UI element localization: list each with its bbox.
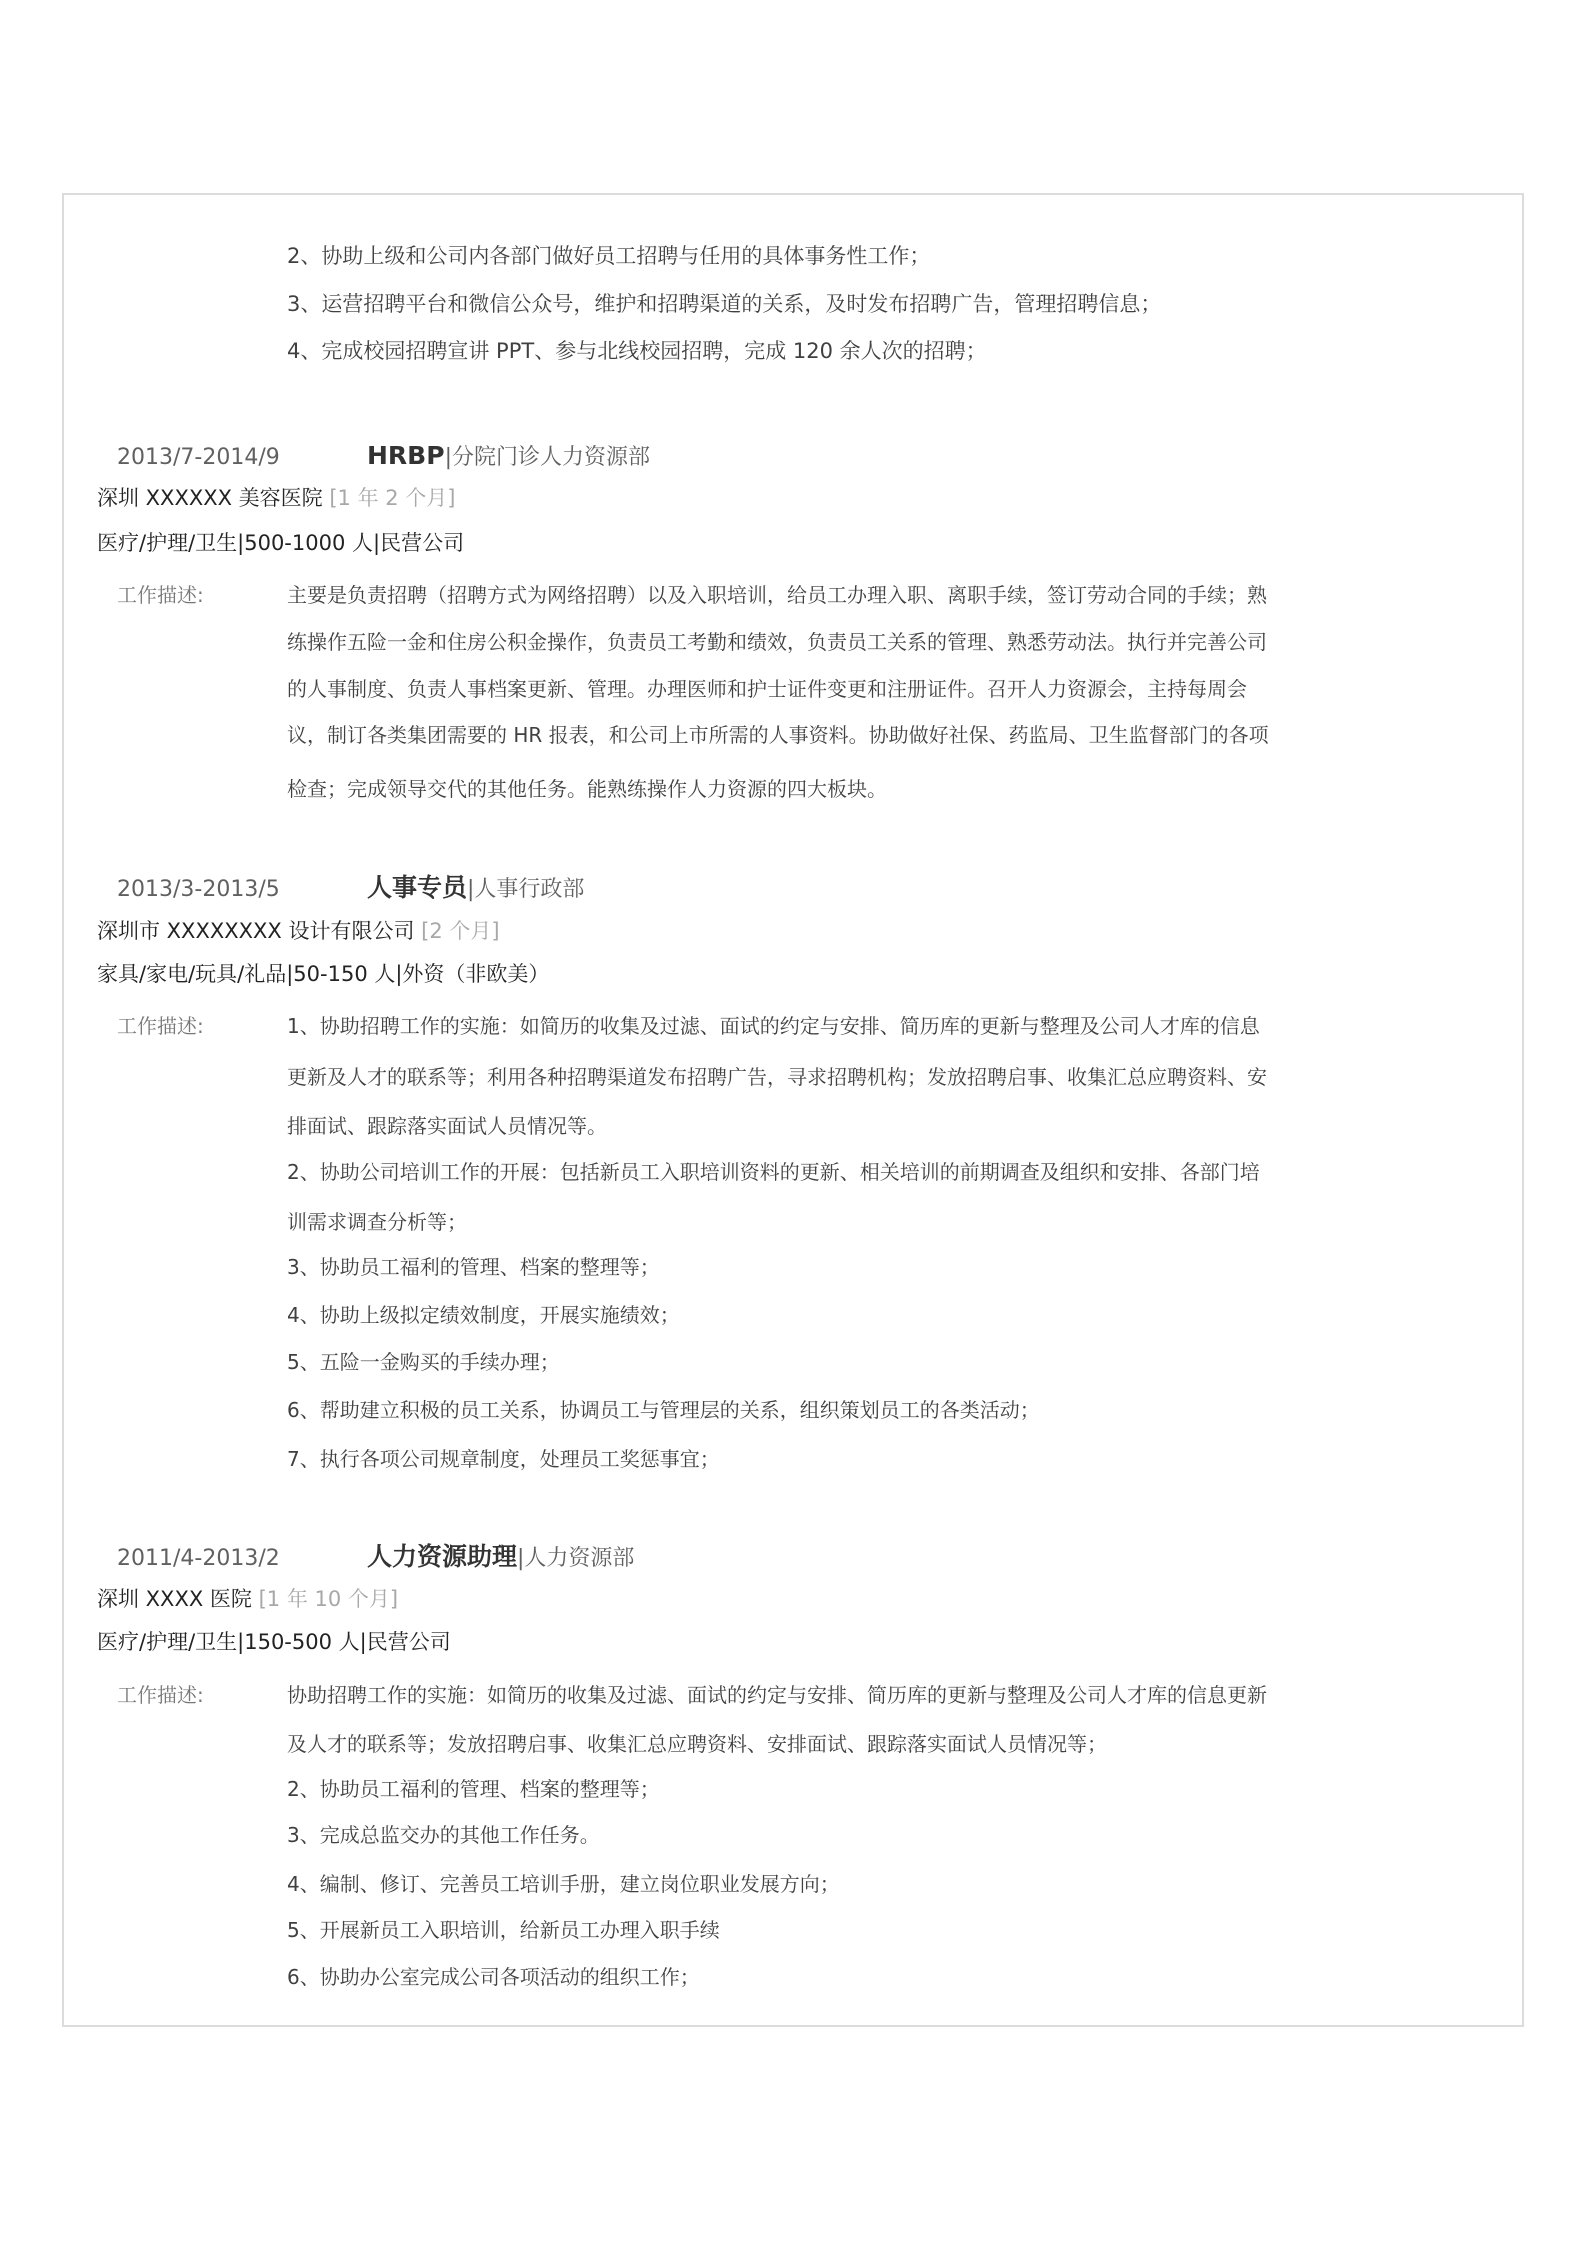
job-title: 人事专员 bbox=[367, 873, 468, 902]
job-title: 人力资源助理 bbox=[367, 1542, 518, 1571]
job-duration: [1 年 2 个月] bbox=[329, 486, 456, 510]
job-duration: [2 个月] bbox=[421, 919, 500, 943]
company-industry: 医疗/护理/卫生|500-1000 人|民营公司 bbox=[97, 531, 465, 555]
description-line: 主要是负责招聘（招聘方式为网络招聘）以及入职培训，给员工办理入职、离职手续，签订劳动合同的手续；熟 bbox=[287, 583, 1267, 607]
company-industry: 家具/家电/玩具/礼品|50-150 人|外资（非欧美） bbox=[97, 962, 550, 986]
description-line: 6、帮助建立积极的员工关系，协调员工与管理层的关系，组织策划员工的各类活动； bbox=[287, 1398, 1040, 1422]
job-title-line bbox=[367, 874, 584, 904]
description-line: 练操作五险一金和住房公积金操作，负责员工考勤和绩效，负责员工关系的管理、熟悉劳动法。执行并完善公司 bbox=[287, 630, 1267, 654]
description-label: 工作描述: bbox=[117, 1014, 204, 1038]
job-title-line bbox=[367, 442, 650, 472]
description-line: 2、协助员工福利的管理、档案的整理等； bbox=[287, 1777, 660, 1801]
job-department: |人力资源部 bbox=[517, 1546, 635, 1571]
intro-item: 4、完成校园招聘宣讲 PPT、参与北线校园招聘，完成 120 余人次的招聘； bbox=[287, 339, 987, 363]
description-line: 协助招聘工作的实施：如简历的收集及过滤、面试的约定与安排、简历库的更新与整理及公司人才库的信息更新 bbox=[287, 1683, 1267, 1707]
job-period: 2013/7-2014/9 bbox=[117, 445, 280, 470]
description-line: 排面试、跟踪落实面试人员情况等。 bbox=[287, 1114, 607, 1138]
company-name: 深圳市 XXXXXXXX 设计有限公司 bbox=[97, 919, 415, 943]
description-line: 1、协助招聘工作的实施：如简历的收集及过滤、面试的约定与安排、简历库的更新与整理及公司人才库的信息 bbox=[287, 1014, 1260, 1038]
company-line bbox=[97, 484, 456, 512]
description-line: 3、协助员工福利的管理、档案的整理等； bbox=[287, 1255, 660, 1279]
description-line: 7、执行各项公司规章制度，处理员工奖惩事宜； bbox=[287, 1447, 720, 1471]
intro-item: 3、运营招聘平台和微信公众号，维护和招聘渠道的关系，及时发布招聘广告，管理招聘信息； bbox=[287, 292, 1162, 316]
description-line: 更新及人才的联系等；利用各种招聘渠道发布招聘广告，寻求招聘机构；发放招聘启事、收集汇总应聘资料、安 bbox=[287, 1065, 1267, 1089]
job-period: 2011/4-2013/2 bbox=[117, 1546, 280, 1571]
description-line: 4、编制、修订、完善员工培训手册，建立岗位职业发展方向； bbox=[287, 1872, 840, 1896]
description-line: 4、协助上级拟定绩效制度，开展实施绩效； bbox=[287, 1303, 680, 1327]
description-line: 及人才的联系等；发放招聘启事、收集汇总应聘资料、安排面试、跟踪落实面试人员情况等； bbox=[287, 1732, 1107, 1756]
description-line: 2、协助公司培训工作的开展：包括新员工入职培训资料的更新、相关培训的前期调查及组织和安排、各部门培 bbox=[287, 1160, 1260, 1184]
company-industry: 医疗/护理/卫生|150-500 人|民营公司 bbox=[97, 1630, 451, 1654]
job-department: |人事行政部 bbox=[467, 877, 585, 902]
description-line: 3、完成总监交办的其他工作任务。 bbox=[287, 1823, 600, 1847]
company-name: 深圳 XXXXXX 美容医院 bbox=[97, 486, 323, 510]
description-line: 5、五险一金购买的手续办理； bbox=[287, 1350, 560, 1374]
company-line bbox=[97, 917, 500, 945]
resume-work-experience-panel bbox=[62, 193, 1524, 2027]
job-period: 2013/3-2013/5 bbox=[117, 877, 280, 902]
company-name: 深圳 XXXX 医院 bbox=[97, 1587, 252, 1611]
job-title: HRBP bbox=[367, 441, 445, 470]
job-duration: [1 年 10 个月] bbox=[258, 1587, 399, 1611]
description-label: 工作描述: bbox=[117, 1683, 204, 1707]
description-line: 训需求调查分析等； bbox=[287, 1210, 467, 1234]
company-line bbox=[97, 1585, 398, 1613]
description-line: 5、开展新员工入职培训，给新员工办理入职手续 bbox=[287, 1918, 720, 1942]
description-line: 检查；完成领导交代的其他任务。能熟练操作人力资源的四大板块。 bbox=[287, 777, 887, 801]
description-line: 6、协助办公室完成公司各项活动的组织工作； bbox=[287, 1965, 700, 1989]
job-title-line bbox=[367, 1543, 634, 1573]
description-label: 工作描述: bbox=[117, 583, 204, 607]
description-line: 的人事制度、负责人事档案更新、管理。办理医师和护士证件变更和注册证件。召开人力资源会，主持每周会 bbox=[287, 677, 1247, 701]
intro-item: 2、协助上级和公司内各部门做好员工招聘与任用的具体事务性工作； bbox=[287, 244, 931, 268]
description-line: 议，制订各类集团需要的 HR 报表，和公司上市所需的人事资料。协助做好社保、药监局、卫生监督部门的各项 bbox=[287, 723, 1269, 747]
job-department: |分院门诊人力资源部 bbox=[444, 445, 650, 470]
